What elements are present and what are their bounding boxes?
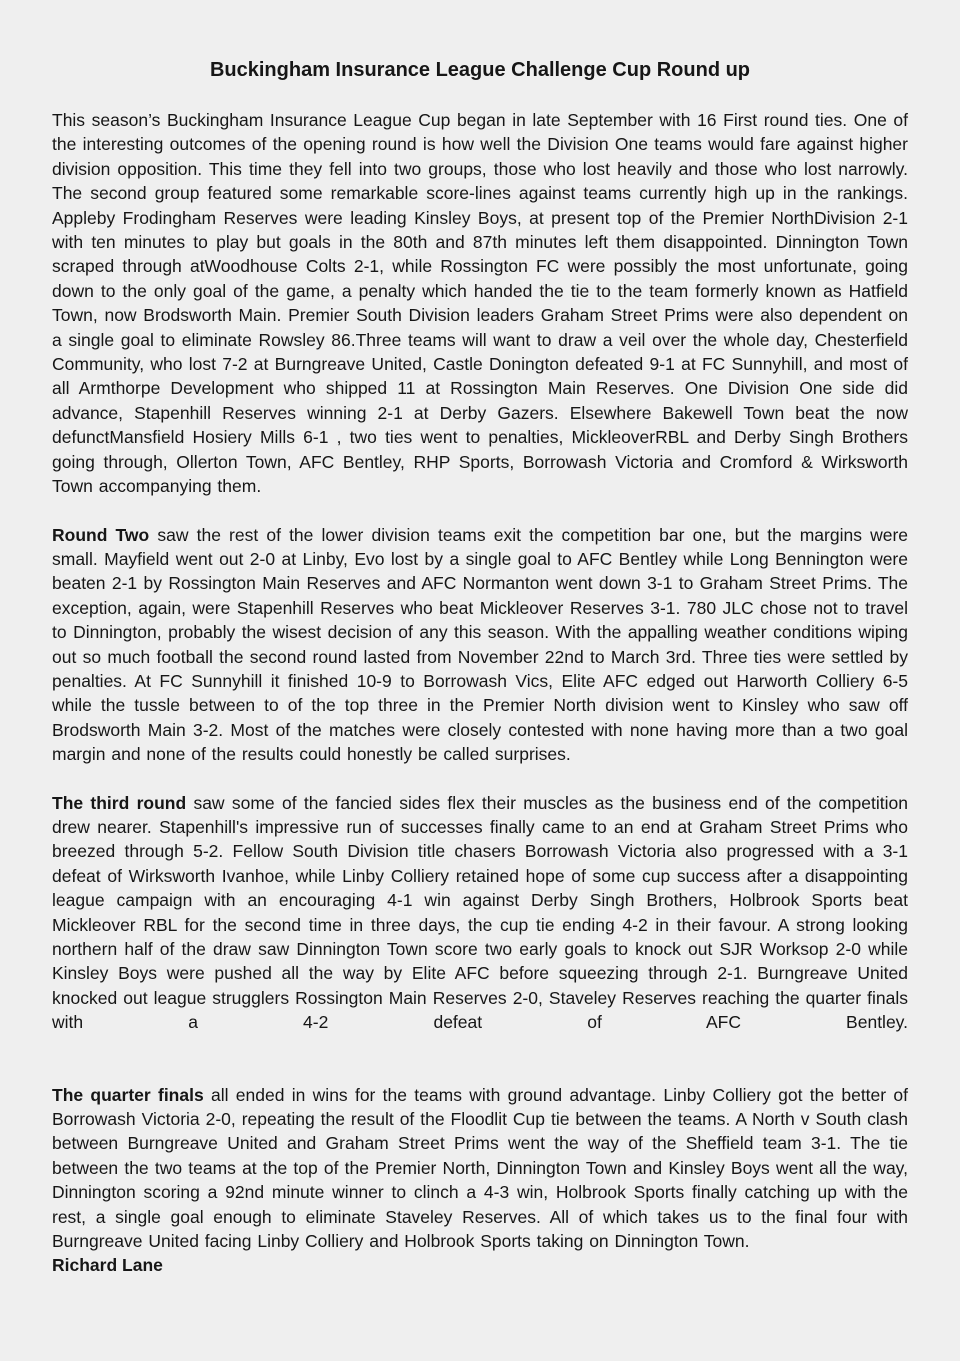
- page-title: Buckingham Insurance League Challenge Cup Round up: [209, 59, 751, 81]
- paragraph-body: all ended in wins for the teams with ground advantage. Linby Colliery got the better of Borrowash Victoria 2-0, repeating the result of the Floodlit Cup tie between the teams. A North v South clash between Burngreave United and Graham Street Prims went the way of the Sheffield team 3-1. The tie between the two teams at the top of the Premier North, Dinnington Town and Kinsley Boys went all the way, Dinnington scoring a 92nd minute winner to clinch a 4-3 win, Holbrook Sports finally catching up with the rest, a single goal enough to eliminate Staveley Reserves. All of which takes us to the final four with Burngreave United facing Linby Colliery and Holbrook Sports taking on Dinnington Town.: [52, 1084, 908, 1252]
- paragraph-lead: Round Two: [52, 524, 150, 545]
- paragraph-lead: The quarter finals: [52, 1084, 204, 1105]
- article-paragraph-round-two: [52, 523, 908, 767]
- author-byline: Richard Lane: [52, 1255, 163, 1276]
- article-paragraph-quarter-finals: [52, 1083, 908, 1254]
- article-paragraph-opening-round: [52, 108, 908, 499]
- article-paragraph-third-round: [52, 791, 908, 1035]
- paragraph-body: saw some of the fancied sides flex their muscles as the business end of the competition drew nearer. Stapenhill's impressive run of successes finally came to an end at Graham Street Prims who breezed through 5-2. Fellow South Division title chasers Borrowash Victoria also progressed with a 3-1 defeat of Wirksworth Ivanhoe, while Linby Colliery retained hope of some cup success after a disappointing league campaign with an encouraging 4-1 win against Derby Singh Brothers, Holbrook Sports beat Mickleover RBL for the second time in three days, the cup tie ending 4-2 in their favour. A strong looking northern half of the draw saw Dinnington Town score two early goals to knock out SJR Worksop 2-0 while Kinsley Boys were pushed all the way by Elite AFC before squeezing through 2-1. Burngreave United knocked out league strugglers Rossington Main Reserves 2-0, Staveley Reserves reaching the quarter finals with a 4-2 defeat of AFC Bentley.: [52, 792, 908, 1033]
- paragraph-body: This season’s Buckingham Insurance League Cup began in late September with 16 First round ties. One of the interesting outcomes of the opening round is how well the Division One teams would fare against higher division opposition. This time they fell into two groups, those who lost heavily and those who lost narrowly. The second group featured some remarkable score-lines against teams currently high up in the rankings. Appleby Frodingham Reserves were leading Kinsley Boys, at present top of the Premier NorthDivision 2-1 with ten minutes to play but goals in the 80th and 87th minutes left them disappointed. Dinnington Town scraped through atWoodhouse Colts 2-1, while Rossington FC were possibly the most unfortunate, going down to the only goal of the game, a penalty which handed the tie to the team formerly known as Hatfield Town, now Brodsworth Main. Premier South Division leaders Graham Street Prims were also dependent on a single goal to eliminate Rowsley 86.Three teams will want to draw a veil over the whole day, Chesterfield Community, who lost 7-2 at Burngreave United, Castle Donington defeated 9-1 at FC Sunnyhill, and most of all Armthorpe Development who shipped 11 at Rossington Main Reserves. One Division One side did advance, Stapenhill Reserves winning 2-1 at Derby Gazers. Elsewhere Bakewell Town beat the now defunctMansfield Hosiery Mills 6-1 , two ties went to penalties, MickleoverRBL and Derby Singh Brothers going through, Ollerton Town, AFC Bentley, RHP Sports, Borrowash Victoria and Cromford & Wirksworth Town accompanying them.: [52, 110, 908, 497]
- paragraph-lead: The third round: [52, 792, 187, 813]
- paragraph-body: saw the rest of the lower division teams exit the competition bar one, but the margins were small. Mayfield went out 2-0 at Linby, Evo lost by a single goal to AFC Bentley while Long Bennington were beaten 2-1 by Rossington Main Reserves and AFC Normanton went down 3-1 to Graham Street Prims. The exception, again, were Stapenhill Reserves who beat Mickleover Reserves 3-1. 780 JLC chose not to travel to Dinnington, probably the wisest decision of any this season. With the appalling weather conditions wiping out so much football the second round lasted from November 22nd to March 3rd. Three ties were settled by penalties. At FC Sunnyhill it finished 10-9 to Borrowash Vics, Elite AFC edged out Harworth Colliery 6-5 while the tussle between to of the top three in the Premier North division went to Kinsley who saw off Brodsworth Main 3-2. Most of the matches were closely contested with none having more than a two goal margin and none of the results could honestly be called surprises.: [52, 524, 908, 765]
